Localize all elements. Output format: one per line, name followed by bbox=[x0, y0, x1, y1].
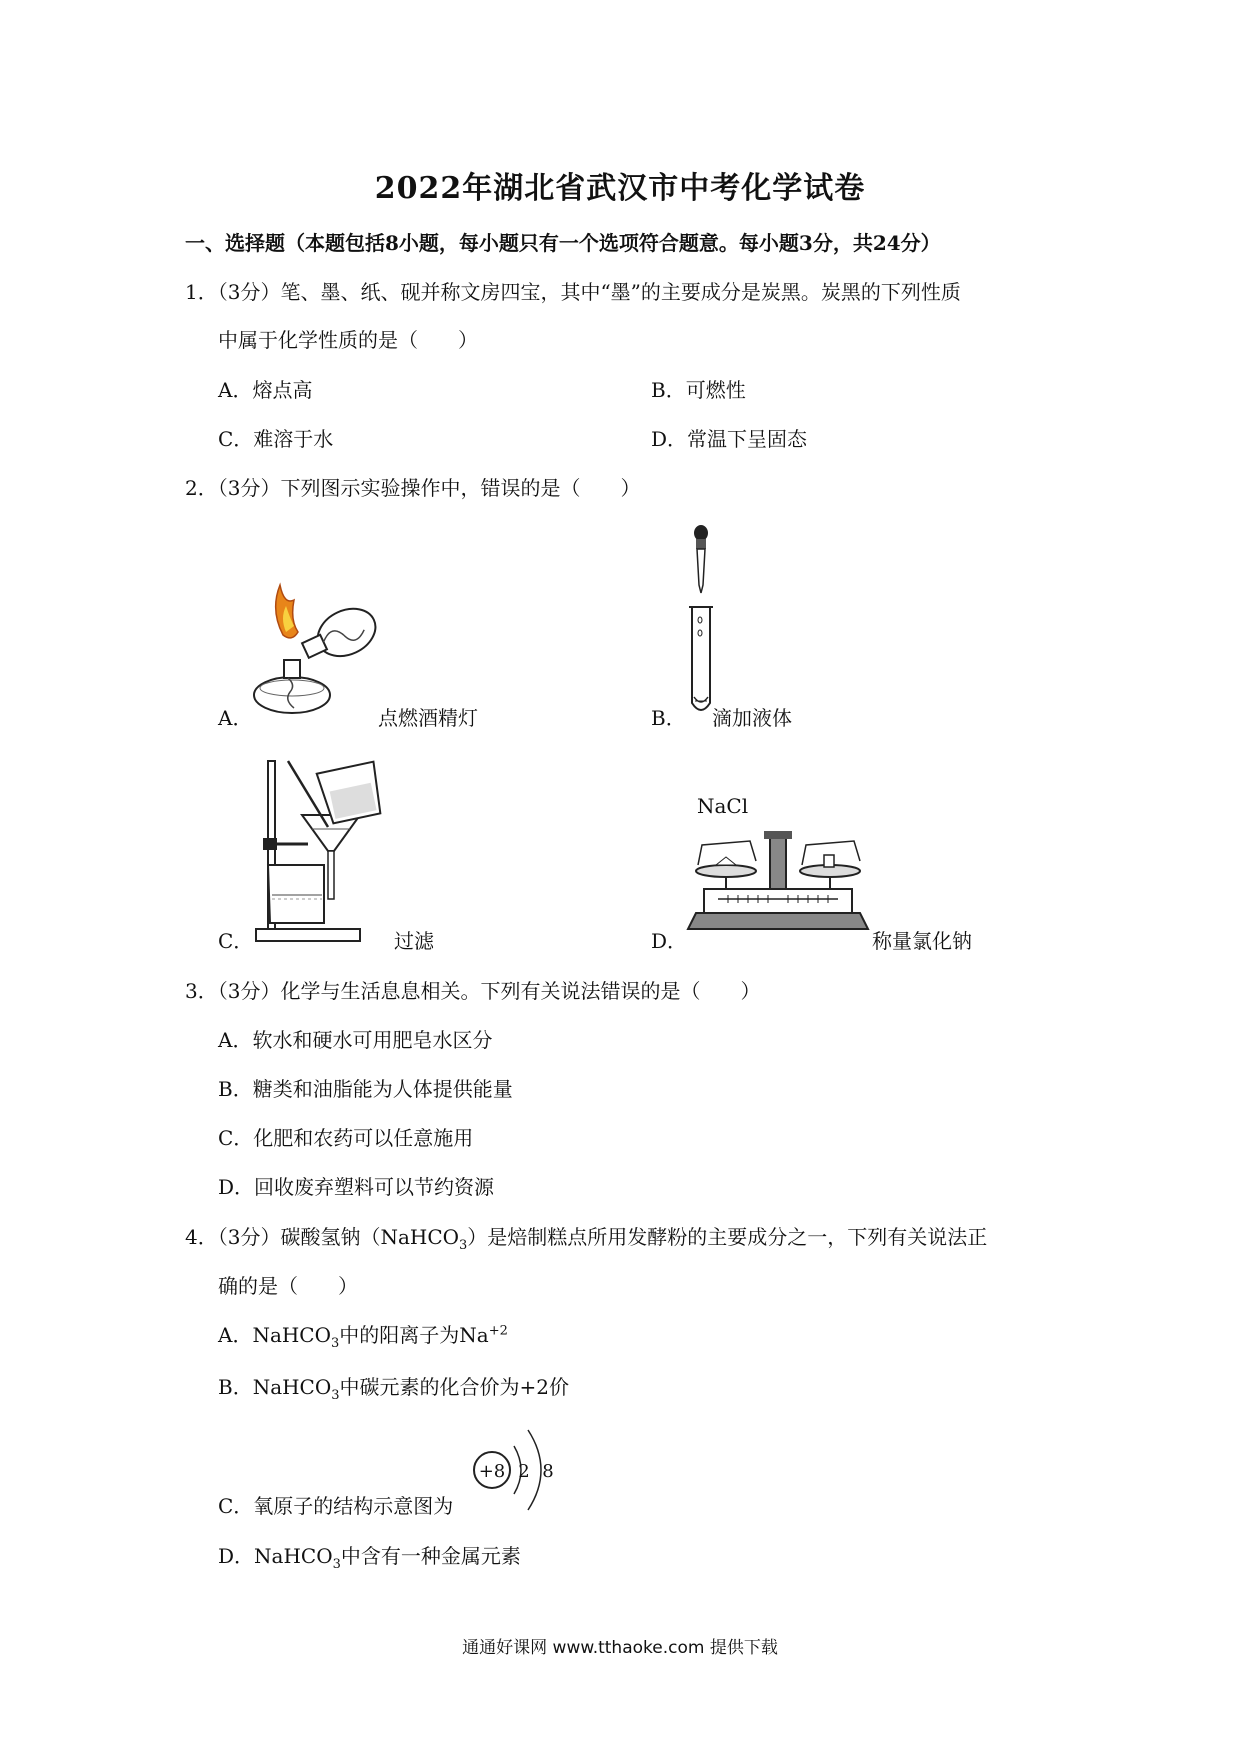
q4-d-post: 中含有一种金属元素 bbox=[340, 1544, 521, 1568]
q1-stem-line1: 1．（3分）笔、墨、纸、砚并称文房四宝，其中“墨”的主要成分是炭黑。炭黑的下列性质 bbox=[185, 280, 961, 304]
q4-a-mid: 中的阳离子为Na bbox=[339, 1323, 489, 1347]
q4-b-post: 中碳元素的化合价为+2价 bbox=[339, 1375, 570, 1399]
figure-alcohol-lamp-lighting bbox=[250, 580, 380, 720]
q4-d-pre: D．NaHCO bbox=[218, 1544, 333, 1568]
q1-option-d: D．常温下呈固态 bbox=[651, 427, 808, 451]
nucleus-charge: +8 bbox=[478, 1461, 506, 1482]
q3-option-b: B．糖类和油脂能为人体提供能量 bbox=[218, 1077, 513, 1101]
q2-option-d-letter: D． bbox=[651, 929, 688, 953]
q4-b-sub: 3 bbox=[331, 1388, 340, 1403]
q2-option-d-caption: 称量氯化钠 bbox=[872, 929, 972, 953]
nacl-label: NaCl bbox=[697, 794, 749, 818]
q2-option-b-caption: 滴加液体 bbox=[712, 706, 792, 730]
q4-d-sub: 3 bbox=[332, 1557, 341, 1572]
q2-option-b-letter: B． bbox=[651, 706, 686, 730]
page-title: 2022年湖北省武汉市中考化学试卷 bbox=[374, 171, 866, 206]
q4-option-a bbox=[218, 1319, 508, 1351]
q4-stem-post: ）是焙制糕点所用发酵粉的主要成分之一，下列有关说法正 bbox=[467, 1225, 988, 1249]
shell2-electrons: 8 bbox=[542, 1461, 554, 1482]
figure-filtration bbox=[250, 755, 410, 945]
q2-option-a-caption: 点燃酒精灯 bbox=[378, 706, 478, 730]
q2-option-c-letter: C． bbox=[218, 929, 254, 953]
q3-stem: 3．（3分）化学与生活息息相关。下列有关说法错误的是（ ） bbox=[185, 979, 761, 1003]
q4-stem-line1 bbox=[185, 1221, 987, 1253]
q2-option-c-caption: 过滤 bbox=[394, 929, 434, 953]
q4-stem-pre: 4．（3分）碳酸氢钠（NaHCO bbox=[185, 1225, 460, 1249]
q2-option-a-letter: A． bbox=[218, 706, 253, 730]
q4-option-d bbox=[218, 1540, 521, 1572]
q4-option-c: C．氧原子的结构示意图为 bbox=[218, 1494, 454, 1518]
figure-dropper-test-tube bbox=[678, 525, 728, 725]
footer-text: 通通好课网 www.tthaoke.com 提供下载 bbox=[462, 1638, 778, 1658]
q3-option-d: D．回收废弃塑料可以节约资源 bbox=[218, 1175, 495, 1199]
q4-stem-sub: 3 bbox=[459, 1238, 468, 1253]
q1-option-c: C．难溶于水 bbox=[218, 427, 334, 451]
q3-option-a: A．软水和硬水可用肥皂水区分 bbox=[218, 1028, 493, 1052]
q4-a-sup: +2 bbox=[488, 1323, 508, 1339]
q3-option-c: C．化肥和农药可以任意施用 bbox=[218, 1126, 474, 1150]
q4-b-pre: B．NaHCO bbox=[218, 1375, 332, 1399]
q4-a-sub: 3 bbox=[331, 1336, 340, 1351]
q2-stem: 2．（3分）下列图示实验操作中，错误的是（ ） bbox=[185, 476, 641, 500]
q4-option-b bbox=[218, 1371, 569, 1403]
q1-option-b: B．可燃性 bbox=[651, 378, 746, 402]
section-heading: 一、选择题（本题包括8小题，每小题只有一个选项符合题意。每小题3分，共24分） bbox=[185, 231, 941, 255]
q4-a-pre: A．NaHCO bbox=[218, 1323, 332, 1347]
q1-option-a: A．熔点高 bbox=[218, 378, 313, 402]
q1-stem-line2: 中属于化学性质的是（ ） bbox=[218, 328, 478, 352]
q4-stem-line2: 确的是（ ） bbox=[218, 1274, 358, 1298]
shell1-electrons: 2 bbox=[518, 1461, 530, 1482]
oxygen-atom-diagram bbox=[468, 1420, 568, 1520]
